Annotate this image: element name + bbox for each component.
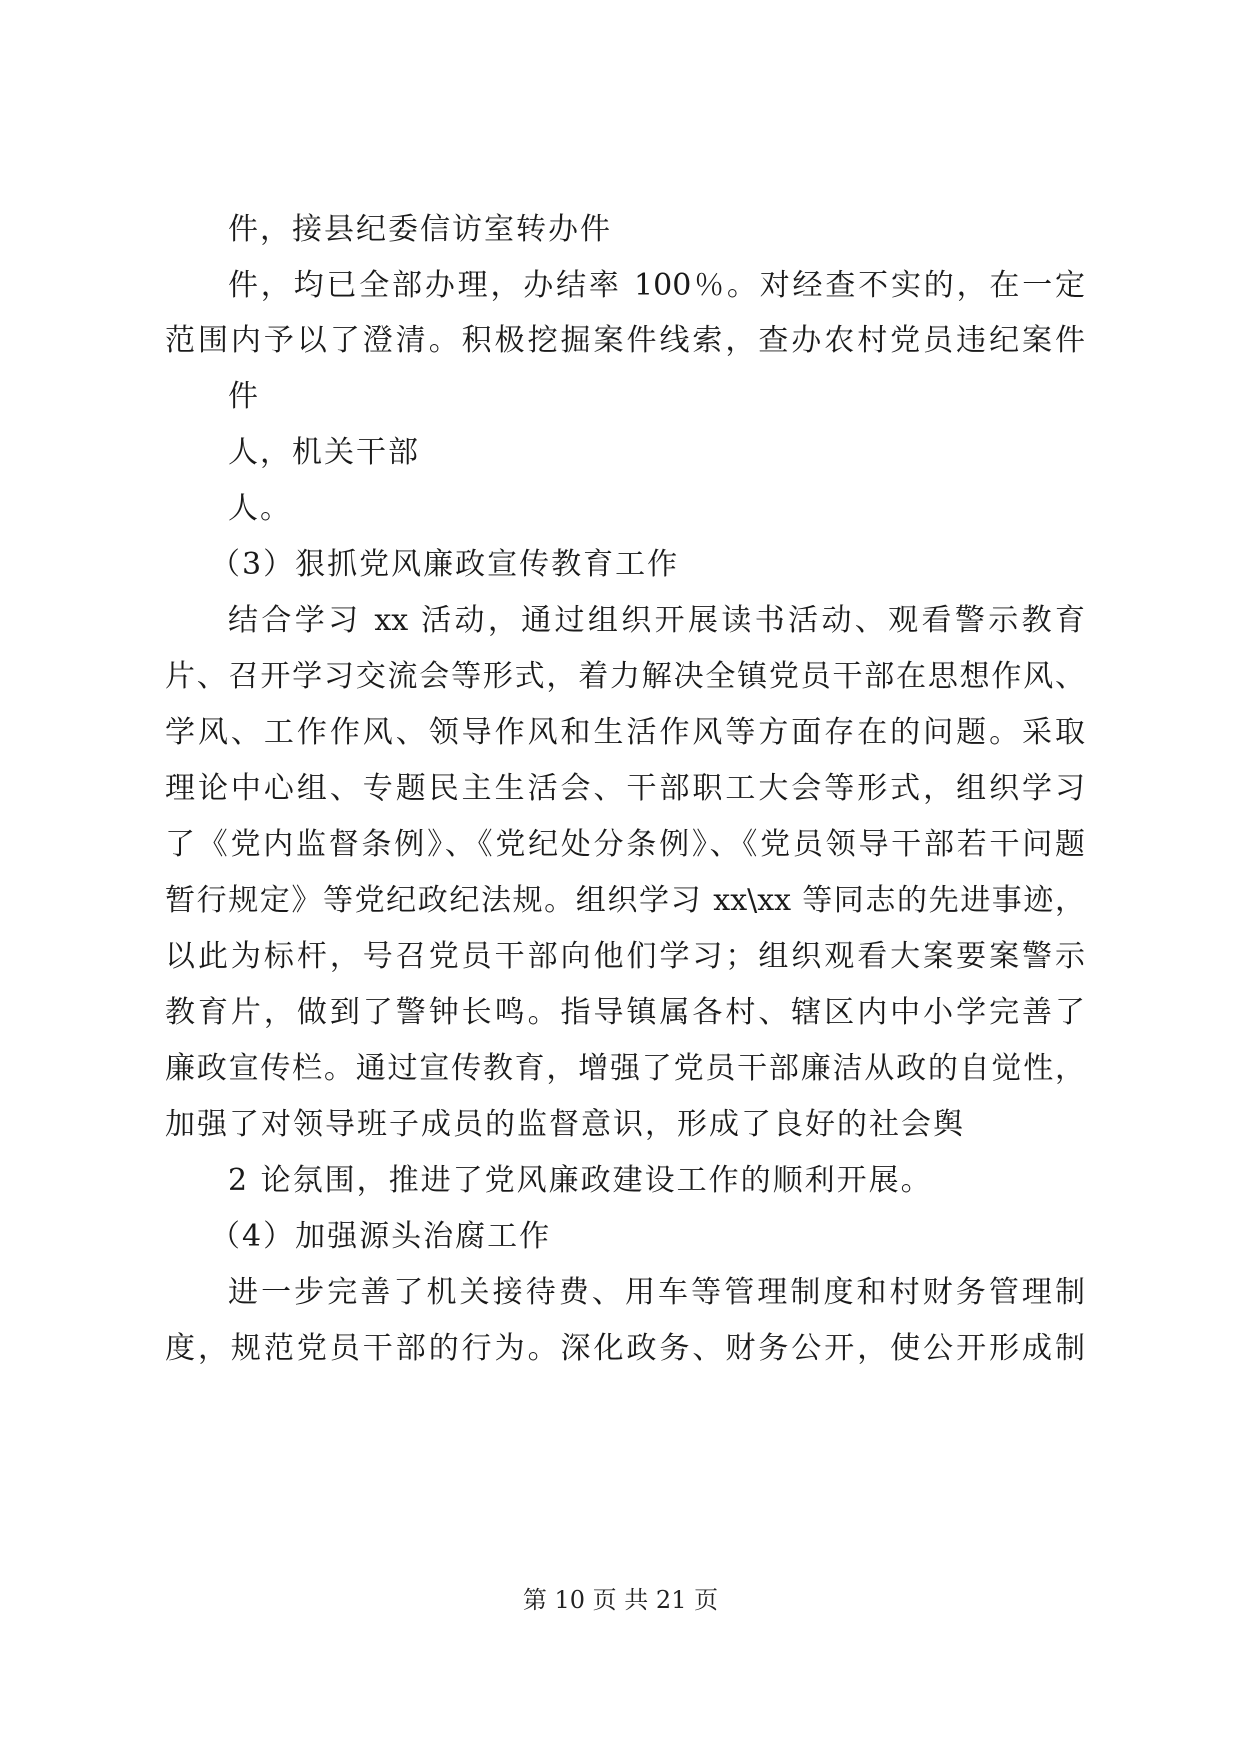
- text-line: 结合学习 xx 活动，通过组织开展读书活动、观看警示教育: [228, 603, 1085, 638]
- text-line: 暂行规定》等党纪政纪法规。组织学习 xx\xx 等同志的先进事迹，: [165, 883, 1085, 918]
- text-line: 2 论氛围，推进了党风廉政建设工作的顺利开展。: [228, 1163, 933, 1198]
- text-line: 人。: [228, 491, 292, 526]
- section-heading: （4）加强源头治腐工作: [210, 1219, 552, 1254]
- text-line: 教育片，做到了警钟长鸣。指导镇属各村、辖区内中小学完善了: [165, 995, 1085, 1030]
- text-line: 件，接县纪委信访室转办件: [228, 212, 612, 247]
- text-line: 件: [228, 379, 260, 414]
- text-line: 学风、工作作风、领导作风和生活作风等方面存在的问题。采取: [165, 715, 1085, 750]
- text-line: 人，机关干部: [228, 435, 420, 470]
- text-line: 片、召开学习交流会等形式，着力解决全镇党员干部在思想作风、: [165, 659, 1085, 694]
- section-heading: （3）狠抓党风廉政宣传教育工作: [210, 547, 680, 582]
- text-line: 加强了对领导班子成员的监督意识，形成了良好的社会舆: [165, 1107, 965, 1142]
- text-line: 理论中心组、专题民主生活会、干部职工大会等形式，组织学习: [165, 771, 1085, 806]
- text-line: 范围内予以了澄清。积极挖掘案件线索，查办农村党员违纪案件: [165, 323, 1085, 358]
- text-line: 度，规范党员干部的行为。深化政务、财务公开，使公开形成制: [165, 1331, 1085, 1366]
- text-line: 件，均已全部办理，办结率 100％。对经查不实的，在一定: [228, 268, 1085, 303]
- text-line: 进一步完善了机关接待费、用车等管理制度和村财务管理制: [228, 1275, 1085, 1310]
- text-line: 廉政宣传栏。通过宣传教育，增强了党员干部廉洁从政的自觉性，: [165, 1051, 1085, 1086]
- page-number-footer: 第 10 页 共 21 页: [522, 1586, 719, 1614]
- text-line: 以此为标杆，号召党员干部向他们学习；组织观看大案要案警示: [165, 939, 1085, 974]
- text-line: 了《党内监督条例》、《党纪处分条例》、《党员领导干部若干问题: [165, 827, 1085, 862]
